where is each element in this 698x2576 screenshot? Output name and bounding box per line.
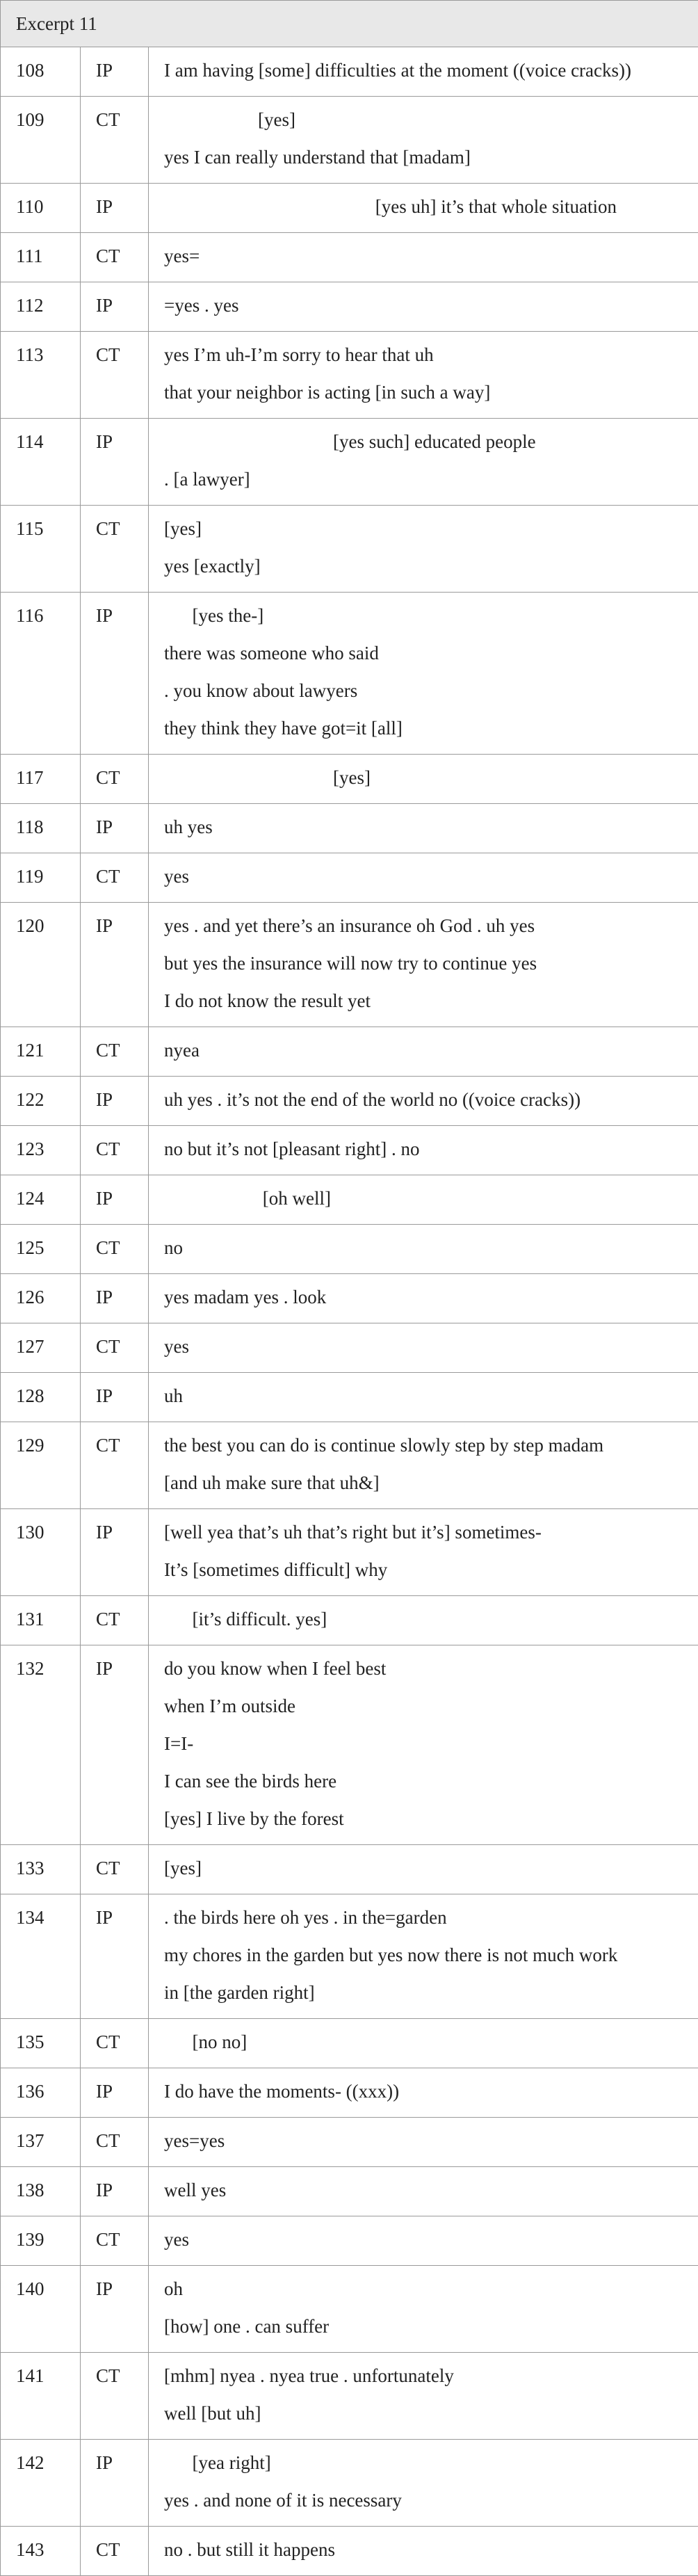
speaker-code: CT xyxy=(81,332,149,419)
utterance-line: I can see the birds here xyxy=(164,1762,683,1800)
table-row xyxy=(1,2118,698,2167)
speaker-code: CT xyxy=(81,1422,149,1509)
line-number: 143 xyxy=(1,2527,81,2576)
utterance-line: yes [exactly] xyxy=(164,547,683,585)
line-number: 138 xyxy=(1,2167,81,2216)
utterance-line: [and uh make sure that uh&] xyxy=(164,1464,683,1502)
utterance xyxy=(149,97,698,184)
utterance-line: I do have the moments- ((xxx)) xyxy=(164,2072,683,2110)
line-number: 125 xyxy=(1,1225,81,1274)
speaker-code: CT xyxy=(81,506,149,593)
speaker-code: IP xyxy=(81,282,149,332)
utterance xyxy=(149,1645,698,1845)
utterance xyxy=(149,1027,698,1077)
speaker-code: IP xyxy=(81,2167,149,2216)
speaker-code: CT xyxy=(81,2353,149,2440)
utterance xyxy=(149,2527,698,2576)
table-row xyxy=(1,2019,698,2068)
table-row xyxy=(1,1225,698,1274)
speaker-code: CT xyxy=(81,1596,149,1645)
utterance-line: when I’m outside xyxy=(164,1687,683,1725)
table-row xyxy=(1,1175,698,1225)
utterance-line: yes . and none of it is necessary xyxy=(164,2481,683,2519)
line-number: 123 xyxy=(1,1126,81,1175)
utterance-line: [yes] xyxy=(164,510,683,547)
utterance-line: they think they have got=it [all] xyxy=(164,709,683,747)
utterance xyxy=(149,903,698,1027)
speaker-code: CT xyxy=(81,1126,149,1175)
utterance-line: . you know about lawyers xyxy=(164,672,683,709)
line-number: 139 xyxy=(1,2216,81,2266)
utterance xyxy=(149,593,698,755)
speaker-code: IP xyxy=(81,1894,149,2019)
utterance-line: nyea xyxy=(164,1031,683,1069)
line-number: 140 xyxy=(1,2266,81,2353)
utterance xyxy=(149,1077,698,1126)
utterance-line: =yes . yes xyxy=(164,287,683,324)
utterance-line: oh xyxy=(164,2270,683,2308)
utterance-line: uh xyxy=(164,1377,683,1415)
table-title-row xyxy=(1,1,698,47)
line-number: 134 xyxy=(1,1894,81,2019)
utterance-line: uh yes . it’s not the end of the world no ((voice cracks)) xyxy=(164,1081,683,1118)
utterance-line: [yes] xyxy=(164,101,683,138)
table-row xyxy=(1,2440,698,2527)
table-row xyxy=(1,1323,698,1373)
speaker-code: IP xyxy=(81,804,149,853)
speaker-code: IP xyxy=(81,2068,149,2118)
speaker-code: IP xyxy=(81,1175,149,1225)
utterance-line: yes I’m uh-I’m sorry to hear that uh xyxy=(164,336,683,373)
speaker-code: CT xyxy=(81,2216,149,2266)
line-number: 137 xyxy=(1,2118,81,2167)
table-row xyxy=(1,506,698,593)
line-number: 108 xyxy=(1,47,81,97)
utterance xyxy=(149,1422,698,1509)
utterance-line: [yea right] xyxy=(164,2444,683,2481)
speaker-code: CT xyxy=(81,2118,149,2167)
utterance-line: well yes xyxy=(164,2171,683,2209)
utterance-line: . the birds here oh yes . in the=garden xyxy=(164,1899,683,1936)
utterance-line: [mhm] nyea . nyea true . unfortunately xyxy=(164,2357,683,2394)
speaker-code: CT xyxy=(81,1323,149,1373)
utterance-line: no xyxy=(164,1229,683,1266)
utterance xyxy=(149,1274,698,1323)
line-number: 142 xyxy=(1,2440,81,2527)
utterance xyxy=(149,1845,698,1894)
utterance xyxy=(149,853,698,903)
utterance-line: yes . and yet there’s an insurance oh God . uh yes xyxy=(164,907,683,944)
utterance-line: in [the garden right] xyxy=(164,1974,683,2011)
utterance-line: [it’s difficult. yes] xyxy=(164,1600,683,1638)
utterance xyxy=(149,755,698,804)
line-number: 121 xyxy=(1,1027,81,1077)
utterance xyxy=(149,2440,698,2527)
utterance-line: [yes] I live by the forest xyxy=(164,1800,683,1837)
utterance xyxy=(149,2019,698,2068)
utterance xyxy=(149,2353,698,2440)
utterance-line: that your neighbor is acting [in such a way] xyxy=(164,373,683,411)
utterance-line: I am having [some] difficulties at the moment ((voice cracks)) xyxy=(164,51,683,89)
table-row xyxy=(1,1845,698,1894)
utterance xyxy=(149,1894,698,2019)
speaker-code: CT xyxy=(81,755,149,804)
utterance xyxy=(149,47,698,97)
table-row xyxy=(1,1077,698,1126)
speaker-code: IP xyxy=(81,2266,149,2353)
utterance xyxy=(149,506,698,593)
speaker-code: IP xyxy=(81,1274,149,1323)
utterance-line: no but it’s not [pleasant right] . no xyxy=(164,1130,683,1168)
table-row xyxy=(1,1373,698,1422)
table-row xyxy=(1,593,698,755)
utterance xyxy=(149,1126,698,1175)
utterance-line: the best you can do is continue slowly step by step madam xyxy=(164,1426,683,1464)
utterance xyxy=(149,1373,698,1422)
table-row xyxy=(1,2527,698,2576)
table-row xyxy=(1,332,698,419)
table-row xyxy=(1,1027,698,1077)
table-row xyxy=(1,184,698,233)
utterance-line: [yes the-] xyxy=(164,597,683,634)
table-row xyxy=(1,233,698,282)
line-number: 126 xyxy=(1,1274,81,1323)
utterance-line: but yes the insurance will now try to continue yes xyxy=(164,944,683,982)
line-number: 133 xyxy=(1,1845,81,1894)
table-title: Excerpt 11 xyxy=(1,1,698,47)
speaker-code: IP xyxy=(81,593,149,755)
utterance xyxy=(149,419,698,506)
line-number: 135 xyxy=(1,2019,81,2068)
line-number: 112 xyxy=(1,282,81,332)
utterance xyxy=(149,804,698,853)
table-row xyxy=(1,1274,698,1323)
line-number: 111 xyxy=(1,233,81,282)
line-number: 116 xyxy=(1,593,81,755)
table-row xyxy=(1,755,698,804)
line-number: 141 xyxy=(1,2353,81,2440)
utterance-line: I do not know the result yet xyxy=(164,982,683,1020)
speaker-code: IP xyxy=(81,1373,149,1422)
table-row xyxy=(1,853,698,903)
speaker-code: IP xyxy=(81,184,149,233)
speaker-code: IP xyxy=(81,1077,149,1126)
table-row xyxy=(1,804,698,853)
line-number: 128 xyxy=(1,1373,81,1422)
utterance xyxy=(149,2167,698,2216)
utterance-line: my chores in the garden but yes now there is not much work xyxy=(164,1936,683,1974)
table-row xyxy=(1,2353,698,2440)
line-number: 129 xyxy=(1,1422,81,1509)
speaker-code: CT xyxy=(81,1845,149,1894)
line-number: 110 xyxy=(1,184,81,233)
line-number: 114 xyxy=(1,419,81,506)
speaker-code: CT xyxy=(81,97,149,184)
line-number: 109 xyxy=(1,97,81,184)
line-number: 122 xyxy=(1,1077,81,1126)
speaker-code: IP xyxy=(81,419,149,506)
utterance xyxy=(149,2216,698,2266)
utterance xyxy=(149,2068,698,2118)
speaker-code: IP xyxy=(81,903,149,1027)
table-row xyxy=(1,1509,698,1596)
utterance-line: yes xyxy=(164,2221,683,2258)
speaker-code: IP xyxy=(81,1509,149,1596)
line-number: 136 xyxy=(1,2068,81,2118)
line-number: 131 xyxy=(1,1596,81,1645)
utterance xyxy=(149,233,698,282)
utterance-line: [no no] xyxy=(164,2023,683,2061)
table-row xyxy=(1,2068,698,2118)
table-row xyxy=(1,2216,698,2266)
table-row xyxy=(1,1126,698,1175)
utterance-line: I=I- xyxy=(164,1725,683,1762)
utterance-line: yes madam yes . look xyxy=(164,1278,683,1316)
table-row xyxy=(1,1596,698,1645)
utterance-line: [yes such] educated people xyxy=(164,423,683,460)
utterance-line: [yes uh] it’s that whole situation xyxy=(164,188,683,225)
table-row xyxy=(1,419,698,506)
utterance-line: yes xyxy=(164,858,683,895)
line-number: 115 xyxy=(1,506,81,593)
speaker-code: CT xyxy=(81,2019,149,2068)
utterance-line: [yes] xyxy=(164,759,683,796)
utterance-line: yes I can really understand that [madam] xyxy=(164,138,683,176)
utterance-line: [well yea that’s uh that’s right but it’s] sometimes- xyxy=(164,1513,683,1551)
utterance xyxy=(149,1175,698,1225)
table-row xyxy=(1,1645,698,1845)
speaker-code: IP xyxy=(81,1645,149,1845)
utterance-line: yes xyxy=(164,1328,683,1365)
line-number: 130 xyxy=(1,1509,81,1596)
utterance-line: uh yes xyxy=(164,808,683,846)
table-row xyxy=(1,903,698,1027)
utterance-line: . [a lawyer] xyxy=(164,460,683,498)
line-number: 124 xyxy=(1,1175,81,1225)
utterance xyxy=(149,1509,698,1596)
utterance-line: do you know when I feel best xyxy=(164,1650,683,1687)
utterance-line: yes=yes xyxy=(164,2122,683,2159)
utterance-line: [how] one . can suffer xyxy=(164,2308,683,2345)
utterance-line: yes= xyxy=(164,237,683,275)
line-number: 120 xyxy=(1,903,81,1027)
utterance xyxy=(149,184,698,233)
utterance-line: [yes] xyxy=(164,1849,683,1887)
utterance-line: [oh well] xyxy=(164,1180,683,1217)
utterance xyxy=(149,1323,698,1373)
utterance xyxy=(149,1596,698,1645)
line-number: 113 xyxy=(1,332,81,419)
utterance-line: there was someone who said xyxy=(164,634,683,672)
utterance xyxy=(149,2266,698,2353)
speaker-code: CT xyxy=(81,853,149,903)
table-row xyxy=(1,1422,698,1509)
utterance-line: no . but still it happens xyxy=(164,2531,683,2568)
speaker-code: IP xyxy=(81,2440,149,2527)
table-row xyxy=(1,282,698,332)
utterance-line: It’s [sometimes difficult] why xyxy=(164,1551,683,1588)
line-number: 117 xyxy=(1,755,81,804)
utterance-line: well [but uh] xyxy=(164,2394,683,2432)
table-row xyxy=(1,2266,698,2353)
table-row xyxy=(1,1894,698,2019)
line-number: 119 xyxy=(1,853,81,903)
table-row xyxy=(1,2167,698,2216)
utterance xyxy=(149,1225,698,1274)
table-row xyxy=(1,97,698,184)
speaker-code: IP xyxy=(81,47,149,97)
utterance xyxy=(149,332,698,419)
line-number: 118 xyxy=(1,804,81,853)
utterance xyxy=(149,2118,698,2167)
table-row xyxy=(1,47,698,97)
speaker-code: CT xyxy=(81,1225,149,1274)
line-number: 127 xyxy=(1,1323,81,1373)
utterance xyxy=(149,282,698,332)
speaker-code: CT xyxy=(81,2527,149,2576)
speaker-code: CT xyxy=(81,1027,149,1077)
speaker-code: CT xyxy=(81,233,149,282)
line-number: 132 xyxy=(1,1645,81,1845)
